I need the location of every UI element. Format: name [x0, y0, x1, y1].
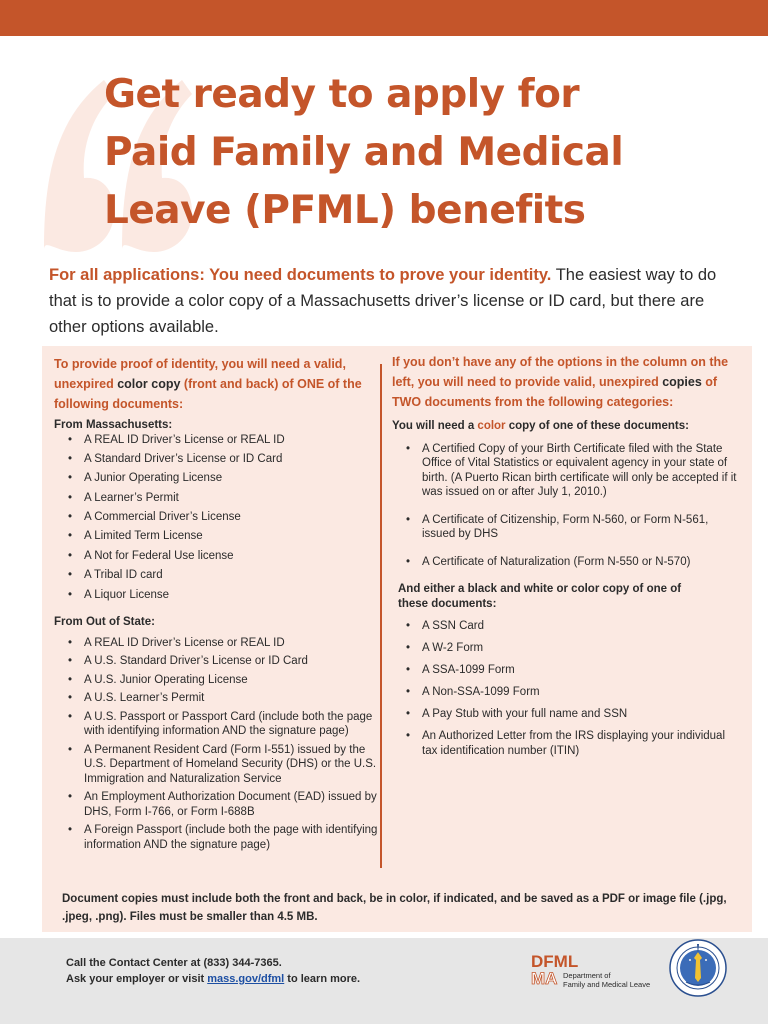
left-column-heading	[54, 354, 379, 414]
list-item: • A Foreign Passport (include both the page with identifying information AND the signature page)	[65, 823, 379, 852]
list-item: • A REAL ID Driver’s License or REAL ID	[65, 636, 379, 651]
intro-lead: For all applications: You need documents to prove your identity.	[49, 266, 552, 284]
logo-department-text	[563, 972, 650, 989]
list-item: • A Pay Stub with your full name and SSN	[403, 707, 742, 722]
list-item: • A Limited Term License	[65, 529, 379, 548]
list-item: • An Employment Authorization Document (EAD) issued by DHS, Form I-766, or Form I-688B	[65, 790, 379, 819]
logo-dept-line: Family and Medical Leave	[563, 979, 651, 989]
list-item: • A REAL ID Driver’s License or REAL ID	[65, 433, 379, 452]
color-heading-accent: color	[477, 420, 506, 432]
left-column	[54, 354, 379, 856]
list-item: • A Permanent Resident Card (Form I-551) issued by the U.S. Department of Homeland Security (DHS) or the U.S. Immigration and Naturalization Service	[65, 743, 379, 787]
list-item: • A U.S. Junior Operating License	[65, 673, 379, 688]
title-line: Leave (PFML) benefits	[104, 188, 586, 233]
list-item: • A Non-SSA-1099 Form	[403, 685, 742, 700]
logo-dfml-text: DFML	[531, 952, 579, 971]
massachusetts-document-list	[65, 433, 379, 608]
list-item: • A Tribal ID card	[65, 568, 379, 587]
page-title	[104, 66, 744, 240]
massachusetts-heading: From Massachusetts:	[54, 419, 173, 431]
contact-info	[66, 955, 360, 987]
contact-visit-text: Ask your employer or visit	[66, 973, 208, 985]
list-item: • A Junior Operating License	[65, 471, 379, 490]
list-item: • A Liquor License	[65, 588, 379, 607]
color-copy-heading	[392, 419, 742, 434]
list-item: • A Commercial Driver’s License	[65, 510, 379, 529]
list-item: • A U.S. Learner’s Permit	[65, 691, 379, 706]
right-head-emphasis: copies	[662, 375, 702, 389]
list-item: • A SSN Card	[403, 619, 742, 634]
massachusetts-seal-icon	[668, 938, 728, 998]
logo-dept-line: Department of	[563, 971, 611, 980]
color-copy-document-list	[403, 442, 742, 570]
contact-visit-text: to learn more.	[284, 973, 361, 985]
out-of-state-heading: From Out of State:	[54, 616, 155, 629]
list-item: • A Certificate of Naturalization (Form N-550 or N-570)	[403, 555, 742, 570]
right-column-heading	[392, 352, 742, 412]
title-line: Paid Family and Medical	[104, 130, 624, 175]
list-item: • A Learner’s Permit	[65, 491, 379, 510]
column-divider	[380, 364, 382, 868]
color-heading-text: You will need a	[392, 420, 478, 432]
bw-copy-heading: And either a black and white or color copy of one of these documents:	[398, 583, 682, 610]
list-item: • A Certified Copy of your Birth Certificate filed with the State Office of Vital Statistics or equivalent agency in your state of birth. (A Puerto Rican birth certificate will only be accepted if it was issued on or after July 1, 2010.)	[403, 442, 742, 500]
file-requirements-note: Document copies must include both the front and back, be in color, if indicated, and be saved as a PDF or image file (.jpg, .jpeg, .png). Files must be smaller than 4.5 MB.	[62, 893, 727, 923]
list-item: • A SSA-1099 Form	[403, 663, 742, 678]
right-head-text: of TWO documents from the following categories:	[392, 375, 718, 409]
list-item: • A W-2 Form	[403, 641, 742, 656]
bw-copy-document-list	[403, 619, 742, 758]
list-item: • A Certificate of Citizenship, Form N-560, or Form N-561, issued by DHS	[403, 513, 742, 542]
intro-body: The easiest way to do that is to provide a color copy of a Massachusetts driver’s license or ID card, but there are other options available.	[49, 266, 717, 336]
list-item: • A U.S. Standard Driver’s License or ID Card	[65, 654, 379, 669]
color-heading-text: copy of one of these documents:	[505, 420, 689, 432]
right-column	[392, 352, 742, 766]
dfml-logo	[531, 953, 651, 993]
out-of-state-document-list	[65, 636, 379, 853]
list-item: • A U.S. Passport or Passport Card (include both the page with identifying information AND the signature page)	[65, 710, 379, 739]
mass-gov-dfml-link[interactable]: mass.gov/dfml	[207, 973, 285, 985]
left-head-text: To provide proof of identity, you will need a valid, unexpired	[54, 357, 346, 391]
contact-phone: Call the Contact Center at (833) 344-7365.	[66, 957, 282, 969]
right-head-text: If you don’t have any of the options in the column on the left, you will need to provide valid, unexpired	[392, 355, 729, 389]
contact-visit	[66, 971, 360, 987]
logo-ma-text: MA	[531, 969, 558, 988]
intro-paragraph	[49, 262, 739, 340]
list-item: • A Standard Driver’s License or ID Card	[65, 452, 379, 471]
left-head-text: (front and back) of ONE of the following documents:	[54, 377, 362, 411]
top-accent-bar	[0, 0, 768, 36]
list-item: • A Not for Federal Use license	[65, 549, 379, 568]
left-head-emphasis: color copy	[117, 377, 181, 391]
title-line: Get ready to apply for	[104, 72, 580, 117]
list-item: • An Authorized Letter from the IRS displaying your individual tax identification number (ITIN)	[403, 729, 742, 758]
